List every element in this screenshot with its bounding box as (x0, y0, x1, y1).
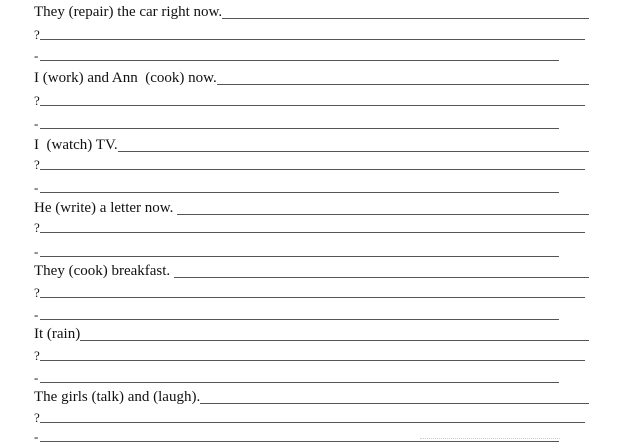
exercise-item-6-question-line (34, 346, 585, 364)
negative-marker: - (34, 429, 39, 444)
answer-line[interactable] (40, 192, 559, 193)
negative-marker: - (34, 48, 39, 63)
cropped-next-line (420, 438, 560, 447)
exercise-item-7-prompt: The girls (talk) and (laugh). (34, 389, 201, 405)
answer-line[interactable] (40, 169, 585, 170)
answer-line[interactable] (40, 128, 559, 129)
exercise-item-6-negative-line (34, 368, 559, 386)
exercise-item-1-prompt: They (repair) the car right now. (34, 4, 223, 20)
question-marker: ? (34, 285, 40, 300)
answer-line[interactable] (40, 39, 585, 40)
answer-line[interactable] (177, 214, 589, 215)
answer-line[interactable] (80, 340, 589, 341)
negative-marker: - (34, 307, 39, 322)
exercise-item-3-sentence-line (34, 137, 589, 155)
question-marker: ? (34, 93, 40, 108)
exercise-item-4-negative-line (34, 242, 559, 260)
exercise-item-4-sentence-line (34, 200, 589, 218)
answer-line[interactable] (174, 277, 589, 278)
answer-line[interactable] (40, 60, 559, 61)
negative-marker: - (34, 370, 39, 385)
question-marker: ? (34, 348, 40, 363)
exercise-item-6-prompt: It (rain) (34, 326, 81, 342)
exercise-item-3-question-line (34, 155, 585, 173)
answer-line[interactable] (222, 18, 589, 19)
exercise-item-4-prompt: He (write) a letter now. (34, 200, 178, 216)
exercise-item-6-sentence-line (34, 326, 589, 344)
exercise-item-1-sentence-line (34, 4, 589, 22)
answer-line[interactable] (40, 105, 585, 106)
answer-line[interactable] (40, 256, 559, 257)
exercise-item-1-negative-line (34, 46, 559, 64)
exercise-item-5-sentence-line (34, 263, 589, 281)
exercise-item-5-question-line (34, 283, 585, 301)
exercise-item-7-sentence-line (34, 389, 589, 407)
exercise-item-3-negative-line (34, 178, 559, 196)
answer-line[interactable] (40, 297, 585, 298)
answer-line[interactable] (217, 84, 589, 85)
answer-line[interactable] (40, 232, 585, 233)
question-marker: ? (34, 27, 40, 42)
answer-line[interactable] (40, 382, 559, 383)
exercise-item-2-prompt: I (work) and Ann (cook) now. (34, 70, 217, 86)
exercise-item-2-negative-line (34, 114, 559, 132)
question-marker: ? (34, 220, 40, 235)
exercise-item-5-negative-line (34, 305, 559, 323)
answer-line[interactable] (200, 403, 589, 404)
negative-marker: - (34, 116, 39, 131)
negative-marker: - (34, 180, 39, 195)
exercise-item-4-question-line (34, 218, 585, 236)
negative-marker: - (34, 244, 39, 259)
answer-line[interactable] (40, 422, 585, 423)
exercise-item-2-question-line (34, 91, 585, 109)
answer-line[interactable] (40, 360, 585, 361)
exercise-item-3-prompt: I (watch) TV. (34, 137, 118, 153)
exercise-item-5-prompt: They (cook) breakfast. (34, 263, 174, 279)
exercise-item-1-question-line (34, 25, 585, 43)
exercise-item-2-sentence-line (34, 70, 589, 88)
answer-line[interactable] (118, 151, 589, 152)
question-marker: ? (34, 410, 40, 425)
exercise-item-7-question-line (34, 408, 585, 426)
answer-line[interactable] (40, 319, 559, 320)
question-marker: ? (34, 157, 40, 172)
